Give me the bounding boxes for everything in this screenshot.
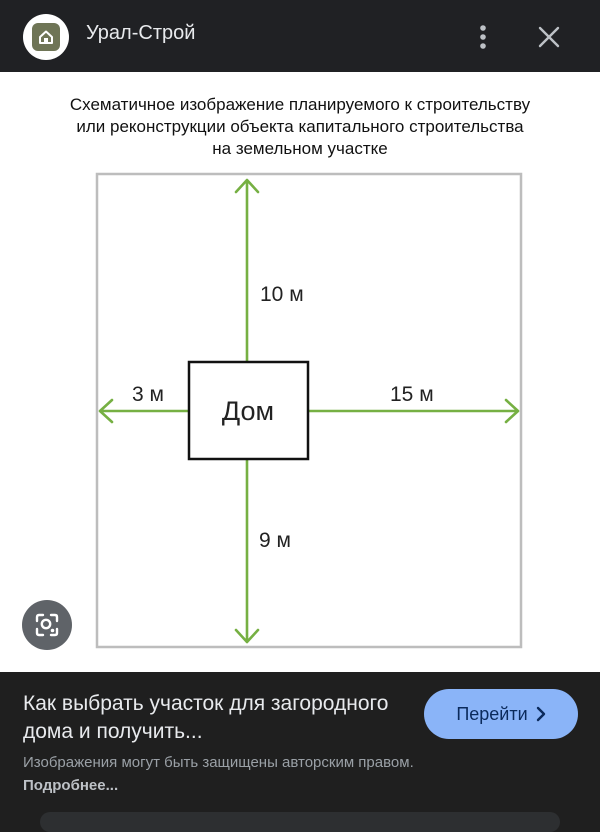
diagram-title-line: или реконструкции объекта капитального строительства bbox=[76, 117, 524, 136]
copyright-notice bbox=[23, 751, 423, 797]
house-label: Дом bbox=[221, 396, 275, 426]
result-title[interactable]: Как выбрать участок для загородного дома и получить... bbox=[23, 692, 389, 743]
chevron-right-icon bbox=[536, 706, 546, 722]
diagram-title-line: на земельном участке bbox=[212, 139, 388, 158]
next-section-peek bbox=[40, 812, 560, 832]
lens-search-icon bbox=[34, 612, 60, 638]
lens-search-button[interactable] bbox=[22, 600, 72, 650]
learn-more-link[interactable]: Подробнее... bbox=[23, 777, 119, 794]
distance-top-label: 10 м bbox=[260, 283, 304, 306]
distance-bottom-label: 9 м bbox=[259, 529, 291, 552]
site-title: Урал-Строй bbox=[86, 22, 196, 44]
distance-right-label: 15 м bbox=[390, 383, 434, 406]
visit-button-label: Перейти bbox=[456, 703, 528, 724]
arrow-down bbox=[236, 459, 258, 642]
copyright-text: Изображения могут быть защищены авторским правом. bbox=[23, 754, 414, 771]
diagram-title-line: Схематичное изображение планируемого к строительству bbox=[69, 95, 531, 114]
arrow-up bbox=[236, 180, 258, 362]
distance-left-label: 3 м bbox=[132, 383, 164, 406]
visit-button[interactable] bbox=[424, 689, 578, 739]
